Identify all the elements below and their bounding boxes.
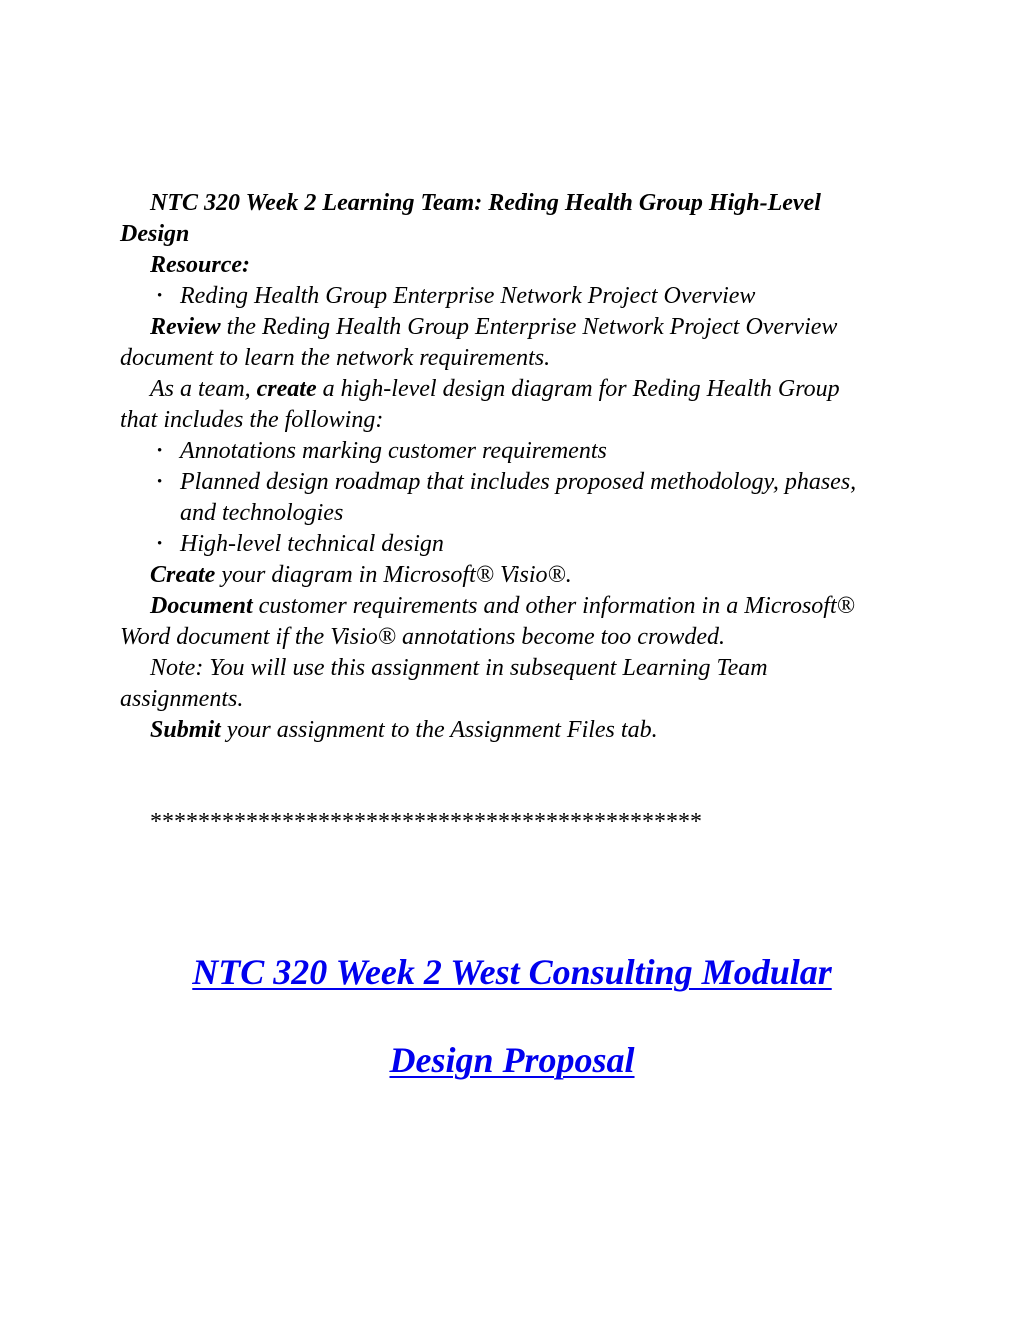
resource-label: Resource: (150, 252, 250, 278)
document-text: customer requirements and other information in a Microsoft® Word document if the Visio® annotations become too crowded. (120, 593, 855, 650)
review-keyword: Review (150, 314, 221, 340)
note-paragraph: Note: You will use this assignment in subsequent Learning Team assignments. (120, 655, 768, 712)
assignment-section (120, 188, 860, 838)
create-paragraph (120, 560, 860, 591)
document-keyword: Document (150, 593, 253, 619)
submit-text: your assignment to the Assignment Files tab. (220, 717, 658, 743)
review-paragraph (120, 312, 860, 374)
review-text: the Reding Health Group Enterprise Network Project Overview document to learn the network requirements. (120, 314, 838, 371)
list-item: • Planned design roadmap that includes proposed methodology, phases, and technologies (180, 467, 860, 529)
list-item: • Annotations marking customer requirements (180, 436, 860, 467)
next-assignment-title-line1 (0, 950, 1024, 994)
submit-keyword: Submit (150, 717, 221, 743)
requirements-list (120, 436, 860, 560)
team-keyword: create (256, 376, 317, 402)
team-paragraph (120, 374, 860, 436)
submit-paragraph (120, 715, 860, 746)
document-paragraph (120, 591, 860, 653)
team-prefix: As a team, (150, 376, 257, 402)
next-assignment-link[interactable]: NTC 320 Week 2 West Consulting Modular (192, 952, 832, 992)
list-item: • High-level technical design (180, 529, 860, 560)
resource-list (120, 281, 860, 312)
create-keyword: Create (150, 562, 216, 588)
create-text: your diagram in Microsoft® Visio®. (215, 562, 572, 588)
next-assignment-title-line2 (0, 1038, 1024, 1082)
list-item: • Reding Health Group Enterprise Network Project Overview (180, 281, 860, 312)
next-assignment-link[interactable]: Design Proposal (389, 1040, 635, 1080)
team-text: a high-level design diagram for Reding Health Group that includes the following: (120, 376, 840, 433)
separator: ********************************************** (150, 809, 702, 835)
assignment-title: NTC 320 Week 2 Learning Team: Reding Health Group High-Level Design (120, 190, 821, 247)
